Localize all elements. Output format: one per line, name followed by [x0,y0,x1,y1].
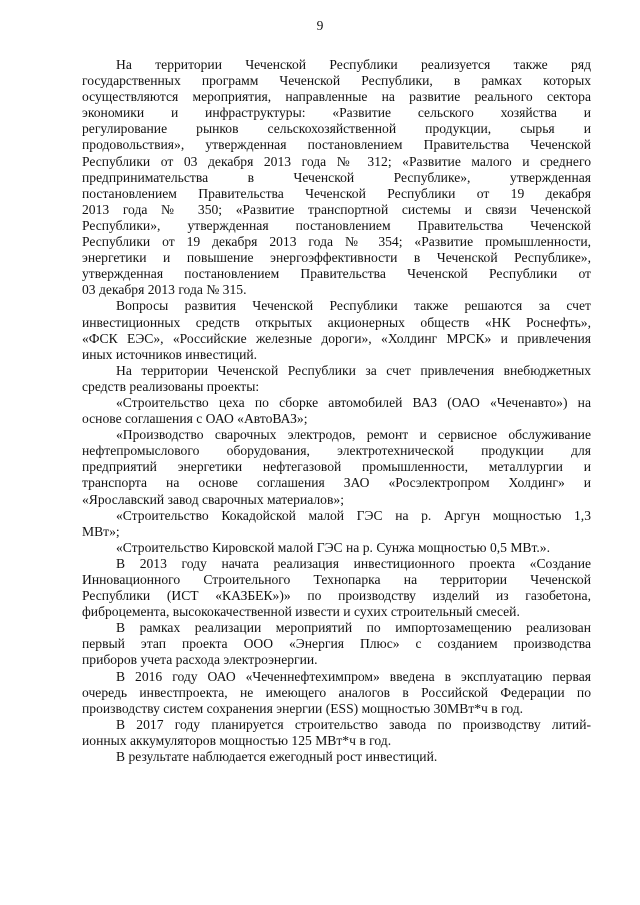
text-line: предприятий энергетики нефтегазовой промышленности, металлургии и [82,459,591,475]
text-line: государственных программ Чеченской Республики, в рамках которых [82,73,591,89]
paragraph [82,669,591,717]
paragraph [82,556,591,620]
text-line: В 2016 году ОАО «Чеченнефтехимпром» введена в эксплуатацию первая [116,668,591,684]
text-line: иных источников инвестиций. [82,346,258,362]
text-line: предпринимательства в Чеченской Республике», утвержденная [82,169,591,185]
paragraph [82,508,591,540]
paragraph [82,620,591,668]
text-line: В рамках реализации мероприятий по импортозамещению реализован [116,620,591,636]
text-line: средств реализованы проекты: [82,378,260,394]
text-line: В результате наблюдается ежегодный рост инвестиций. [116,749,438,765]
text-line: ионных аккумуляторов мощностью 125 МВт*ч в год. [82,732,392,748]
text-line: энергетики и повышение энергоэффективности в Чеченской Республике», [82,250,591,266]
paragraph [82,540,591,556]
text-line: Республики (ИСТ «КАЗБЕК»)» по производству изделий из газобетона, [82,588,591,604]
text-line: Республики», утвержденная постановлением Правительства Чеченской [82,217,591,233]
text-line: «Ярославский завод сварочных материалов»; [82,491,344,507]
paragraph [82,395,591,427]
paragraph [82,363,591,395]
text-line: В 2013 году начата реализация инвестиционного проекта «Создание [116,555,591,571]
text-line: Инновационного Строительного Технопарка на территории Чеченской [82,572,591,587]
text-line: очередь инвестпроекта, не имеющего аналогов в Российской Федерации по [82,684,591,700]
paragraph [82,298,591,362]
page-number: 9 [316,18,324,33]
text-line: 03 декабря 2013 года № 315. [82,282,247,298]
text-line: нефтепромыслового оборудования, электротехнической продукции для [82,443,591,459]
text-line: транспорта на основе соглашения ЗАО «Росэлектропром Холдинг» и [82,475,591,491]
text-line: производству систем сохранения энергии (ESS) мощностью 30МВт*ч в год. [82,700,524,716]
text-line: экономики и инфраструктуры: «Развитие сельского хозяйства и [82,105,591,121]
paragraph [82,427,591,507]
paragraph [82,749,591,765]
text-line: Республики от 19 декабря 2013 года № 354; «Развитие промышленности, [82,234,591,250]
text-line: основе соглашения с ОАО «АвтоВАЗ»; [82,411,308,427]
text-line: Вопросы развития Чеченской Республики также решаются за счет [116,298,591,314]
text-line: МВт»; [82,523,120,539]
text-line: постановлением Правительства Чеченской Республики от 19 декабря [82,185,591,201]
paragraph [82,717,591,749]
text-line: осуществляются мероприятия, направленные на развитие реального сектора [82,89,591,105]
text-line: Республики от 03 декабря 2013 года № 312; «Развитие малого и среднего [82,153,591,169]
text-line: В 2017 году планируется строительство завода по производству литий- [116,716,591,732]
text-line: «Строительство цеха по сборке автомобилей ВАЗ (ОАО «Чеченавто») на [116,394,591,410]
text-line: «Строительство Кокадойской малой ГЭС на р. Аргун мощностью 1,3 [116,507,591,523]
text-line: фиброцемента, высококачественной извести и сухих строительный смесей. [82,604,520,620]
document-body [82,57,591,765]
text-line: приборов учета расхода электроэнергии. [82,652,318,668]
text-line: регулирование рынков сельскохозяйственной продукции, сырья и [82,121,591,137]
text-line: «Строительство Кировской малой ГЭС на р. Сунжа мощностью 0,5 МВт.». [116,539,551,555]
text-line: инвестиционных средств открытых акционерных обществ «НК Роснефть», [82,314,591,330]
text-line: утвержденная постановлением Правительства Чеченской Республики от [82,266,591,282]
text-line: продовольствия», утвержденная постановлением Правительства Чеченской [82,137,591,153]
text-line: 2013 года № 350; «Развитие транспортной системы и связи Чеченской [82,201,591,217]
text-line: На территории Чеченской Республики за счет привлечения внебюджетных [116,362,591,378]
text-line: первый этап проекта ООО «Энергия Плюс» с созданием производства [82,636,591,652]
paragraph [82,57,591,298]
text-line: «ФСК ЕЭС», «Российские железные дороги», «Холдинг МРСК» и привлечения [82,330,591,346]
text-line: На территории Чеченской Республики реализуется также ряд [116,57,591,72]
text-line: «Производство сварочных электродов, ремонт и сервисное обслуживание [116,427,591,443]
